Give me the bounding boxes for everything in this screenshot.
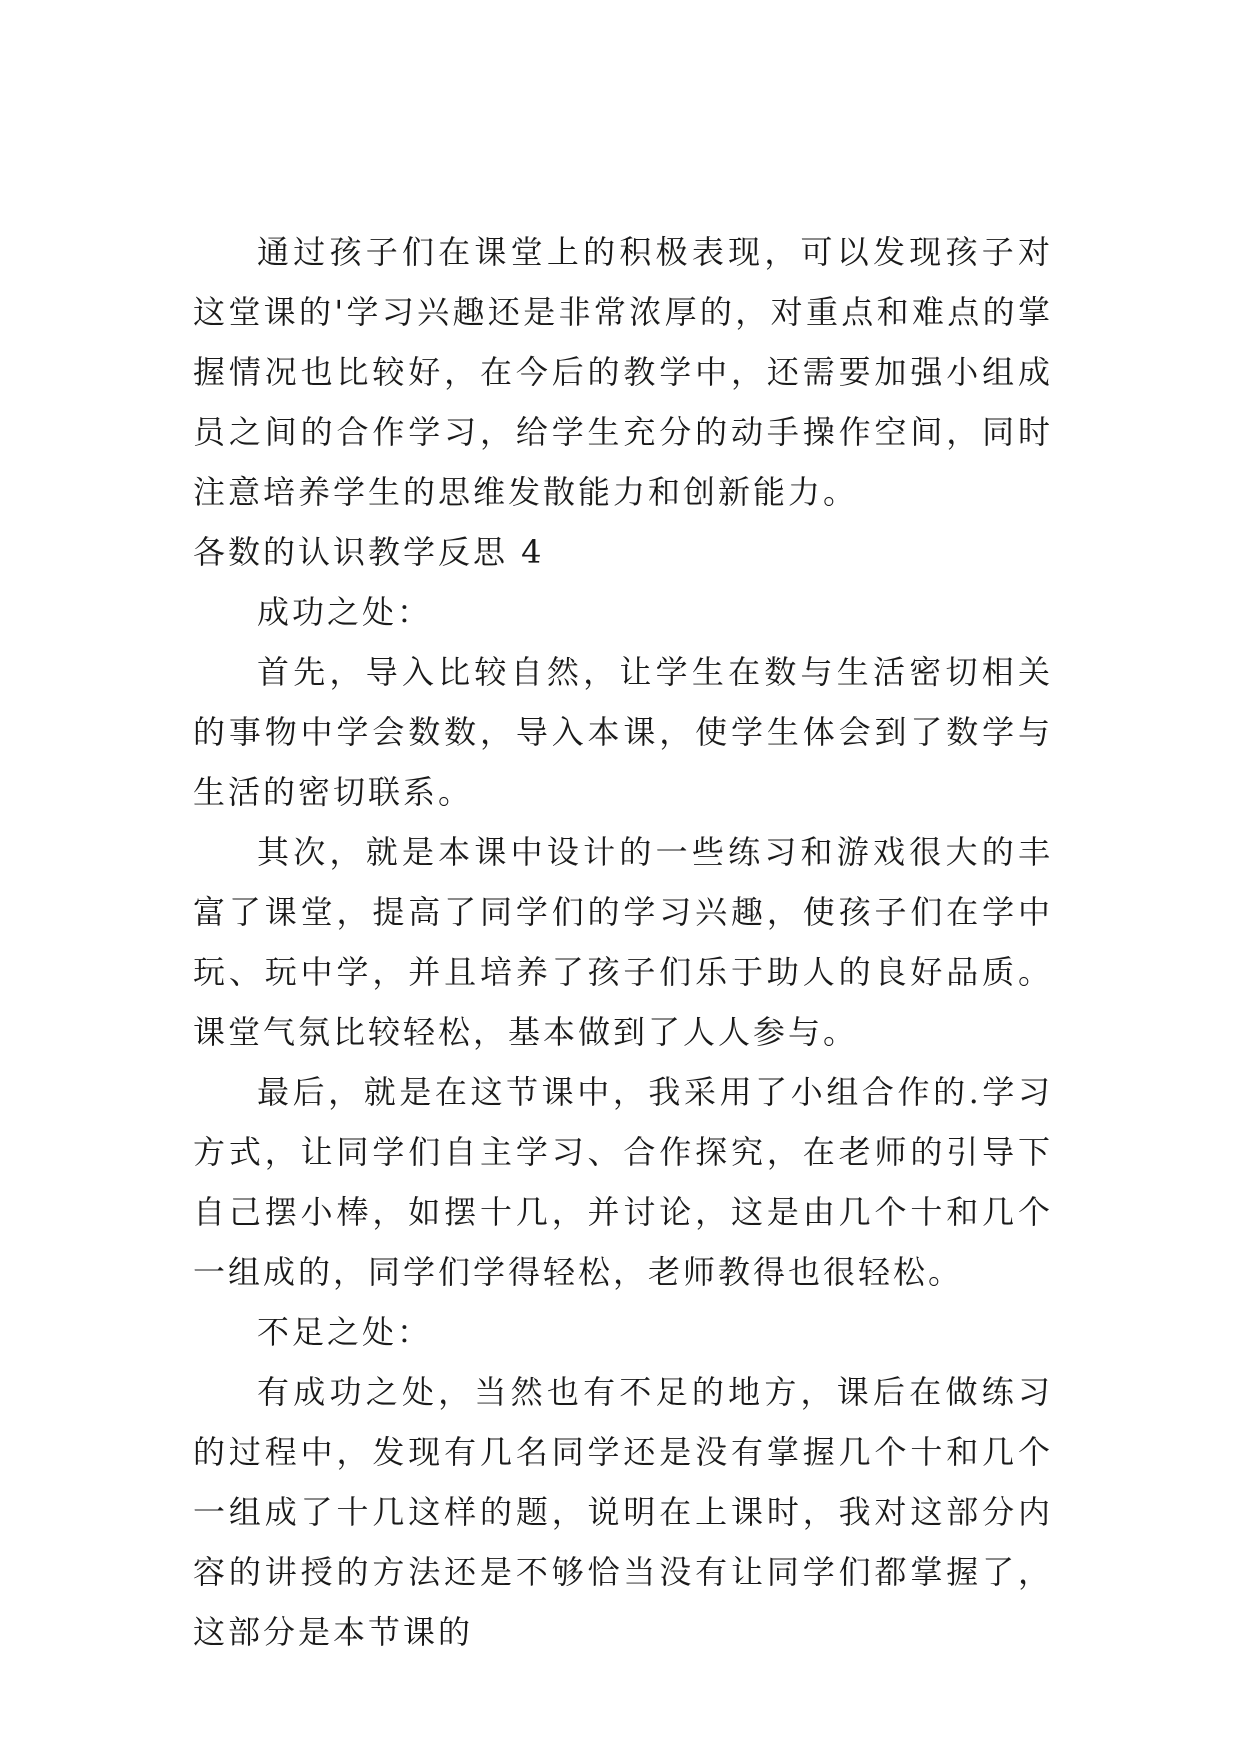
paragraph-last: 最后，就是在这节课中，我采用了小组合作的.学习方式，让同学们自主学习、合作探究，在老师的引导下自己摆小棒，如摆十几，并讨论，这是由几个十和几个一组成的，同学们学得轻松，老师教得也很轻松。: [193, 1073, 1053, 1291]
success-label: 成功之处：: [257, 593, 433, 631]
paragraph-first: 首先，导入比较自然，让学生在数与生活密切相关的事物中学会数数，导入本课，使学生体会到了数学与生活的密切联系。: [193, 653, 1053, 811]
paragraph-intro: 通过孩子们在课堂上的积极表现，可以发现孩子对这堂课的'学习兴趣还是非常浓厚的，对重点和难点的掌握情况也比较好，在今后的教学中，还需要加强小组成员之间的合作学习，给学生充分的动手操作空间，同时注意培养学生的思维发散能力和创新能力。: [193, 233, 1053, 511]
section-heading: 各数的认识教学反思 4: [193, 533, 545, 571]
shortcoming-label: 不足之处：: [257, 1313, 433, 1351]
document-body: [193, 222, 1053, 1662]
paragraph-shortcoming: 有成功之处，当然也有不足的地方，课后在做练习的过程中，发现有几名同学还是没有掌握几个十和几个一组成了十几这样的题，说明在上课时，我对这部分内容的讲授的方法还是不够恰当没有让同学们都掌握了，这部分是本节课的: [193, 1373, 1053, 1651]
paragraph-second: 其次，就是本课中设计的一些练习和游戏很大的丰富了课堂，提高了同学们的学习兴趣，使孩子们在学中玩、玩中学，并且培养了孩子们乐于助人的良好品质。课堂气氛比较轻松，基本做到了人人参与。: [193, 833, 1053, 1051]
